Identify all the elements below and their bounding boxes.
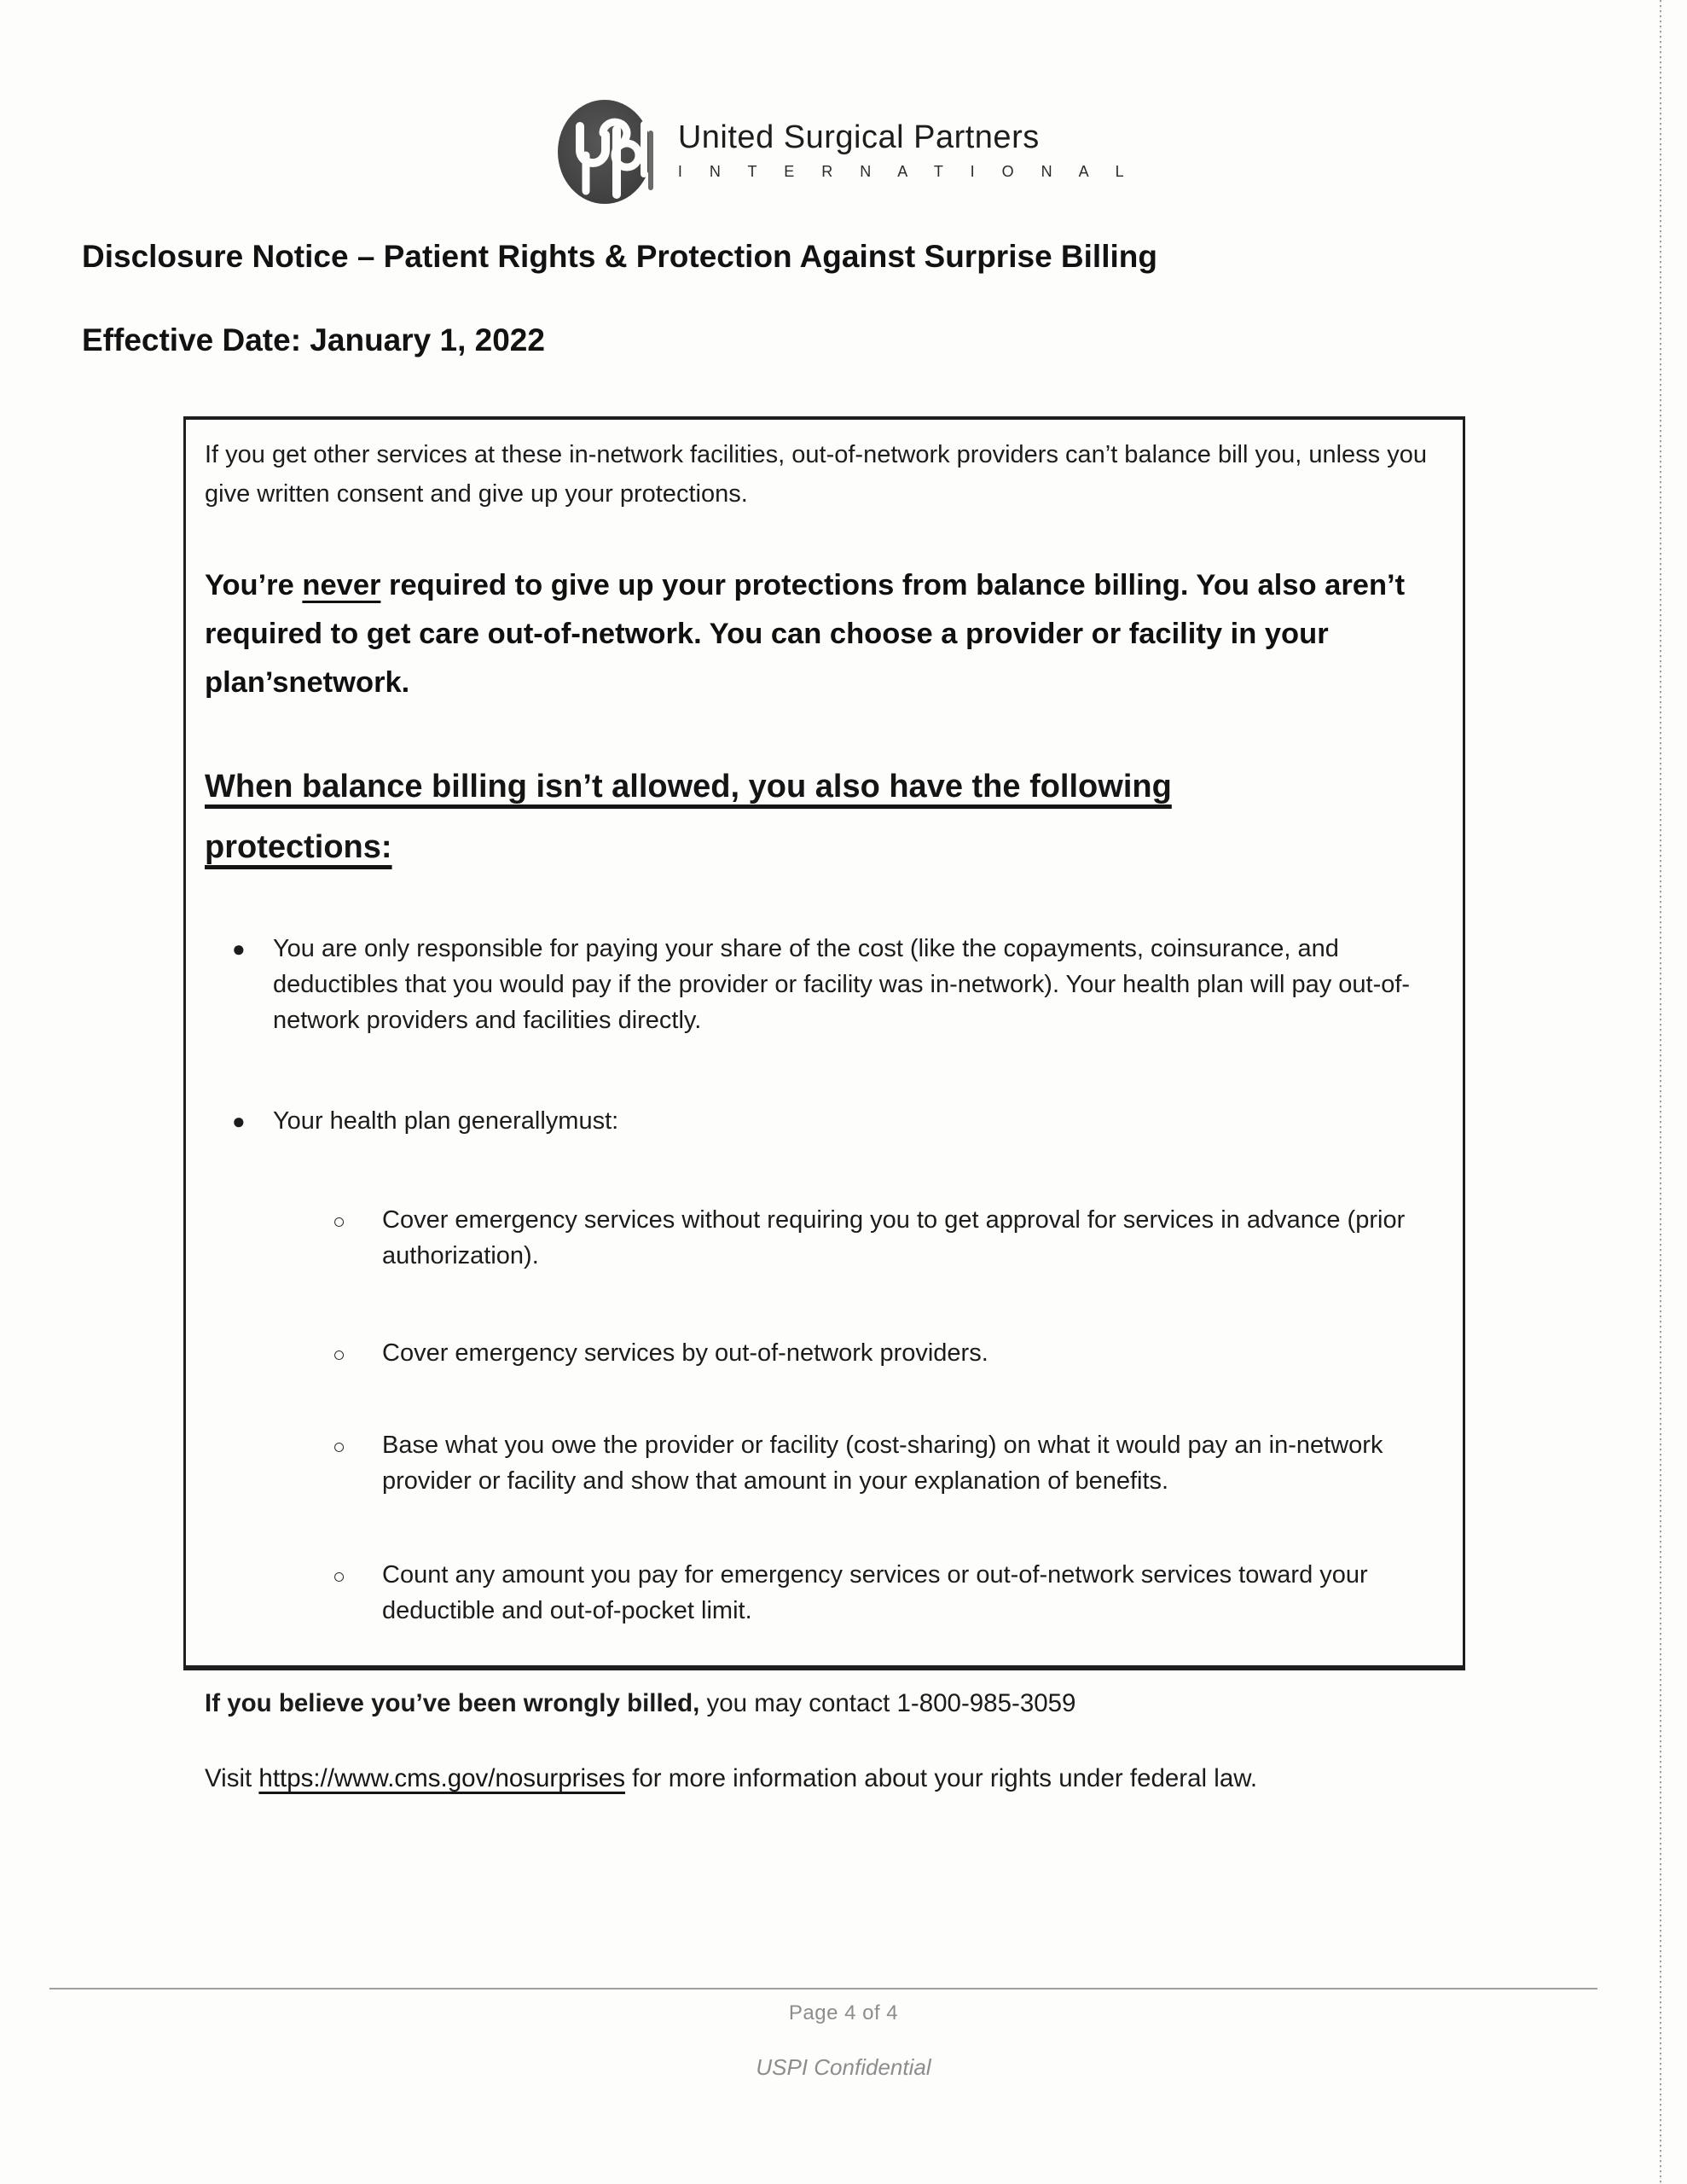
logo-text	[678, 96, 1135, 181]
subbullet-cover-emergency-approval: ○ Cover emergency services without requiring you to get approval for services in advance (prior authorization).	[205, 1202, 1433, 1274]
footer-divider	[49, 1988, 1597, 1989]
page-number: Page 4 of 4	[788, 2001, 899, 2024]
never-underlined-text: never	[302, 569, 381, 601]
paragraph-never-required	[205, 561, 1437, 707]
document-title: Disclosure Notice – Patient Rights & Protection Against Surprise Billing	[82, 239, 1157, 274]
circle-bullet-icon: ○	[333, 1343, 346, 1367]
protections-heading: When balance billing isn’t allowed, you also have the following protections:	[205, 769, 1172, 865]
scan-artifact-line	[1660, 0, 1661, 2184]
circle-bullet-icon: ○	[333, 1435, 346, 1459]
cms-nosurprises-link[interactable]: https://www.cms.gov/nosurprises	[258, 1764, 625, 1792]
subbullet-count-deductible: ○ Count any amount you pay for emergency services or out-of-network services toward your deductible and out-of-pocket limit.	[205, 1557, 1433, 1629]
visit-pre: Visit	[205, 1764, 259, 1792]
never-post-text: required to give up your protections from balance billing. You also aren’t required to get care out-of-network. You can choose a provider or facility in your plan’snetwork.	[205, 569, 1406, 699]
wrongly-billed-rest: you may contact 1-800-985-3059	[699, 1689, 1076, 1717]
visit-line	[205, 1760, 1437, 1798]
subbullet-cost-sharing: ○ Base what you owe the provider or facility (cost-sharing) on what it would pay an in-network provider or facility and show that amount in your explanation of benefits.	[205, 1427, 1433, 1499]
bullet-health-plan-must: ● Your health plan generallymust:	[205, 1103, 1437, 1139]
bullet-icon: ●	[232, 1108, 246, 1134]
logo-subtitle: I N T E R N A T I O N A L	[677, 163, 1136, 180]
confidential-label: USPI Confidential	[756, 2054, 931, 2080]
wrongly-billed-bold: If you believe you’ve been wrongly billed,	[205, 1689, 700, 1717]
never-pre-text: You’re	[205, 569, 303, 601]
logo-header	[0, 96, 1687, 208]
circle-bullet-icon: ○	[333, 1565, 346, 1589]
bullet-icon: ●	[232, 936, 246, 961]
circle-bullet-icon: ○	[333, 1210, 346, 1234]
visit-post: for more information about your rights under federal law.	[624, 1764, 1258, 1792]
bullet-responsible-share: ● You are only responsible for paying your share of the cost (like the copayments, coinsurance, and deductibles that you would pay if the provider or facility was in-network). Your health plan will pay out-of-network providers and facilities directly.	[205, 931, 1437, 1038]
notice-box	[183, 416, 1465, 1792]
logo-company-name: United Surgical Partners	[677, 119, 1040, 155]
subbullet-cover-out-of-network: ○ Cover emergency services by out-of-network providers.	[205, 1335, 1433, 1371]
wrongly-billed-line	[205, 1685, 1437, 1722]
paragraph-other-services: If you get other services at these in-network facilities, out-of-network providers can’t balance bill you, unless you give written consent and give up your protections.	[205, 441, 1427, 508]
effective-date: Effective Date: January 1, 2022	[82, 322, 545, 357]
uspi-logo-icon	[552, 96, 664, 208]
